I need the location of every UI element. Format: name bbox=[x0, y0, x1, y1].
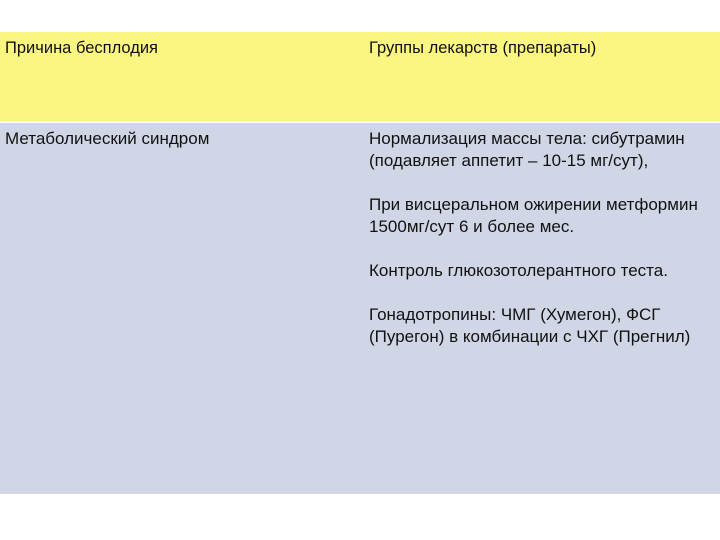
header-cause-cell: Причина бесплодия bbox=[5, 39, 158, 57]
header-drug-groups-cell: Группы лекарств (препараты) bbox=[369, 39, 597, 57]
glucose-tolerance-text: Контроль глюкозотолерантного теста. bbox=[369, 261, 668, 280]
table-row bbox=[0, 123, 720, 494]
drug-groups-cell bbox=[364, 123, 720, 494]
table-header-row bbox=[0, 32, 720, 121]
gonadotropins-text: Гонадотропины: ЧМГ (Хумегон), ФСГ (Пурегон) в комбинации с ЧХГ (Прегнил) bbox=[369, 305, 691, 346]
weight-normalization-text: Нормализация массы тела: сибутрамин (подавляет аппетит – 10-15 мг/сут), bbox=[369, 129, 685, 170]
cause-cell: Метаболический синдром bbox=[5, 129, 210, 148]
metformin-text: При висцеральном ожирении метформин 1500мг/сут 6 и более мес. bbox=[369, 195, 698, 236]
infertility-drug-table bbox=[0, 32, 720, 494]
